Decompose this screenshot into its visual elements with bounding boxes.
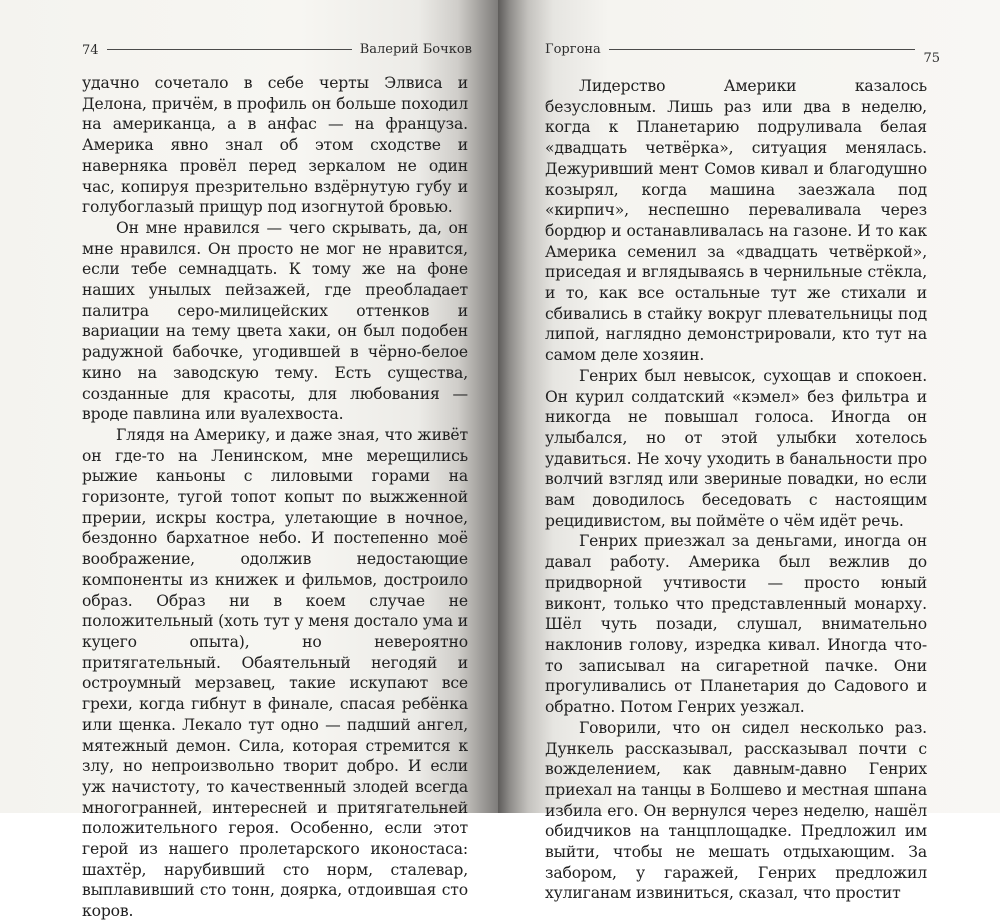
paragraph: Генрих приезжал за деньгами, иногда он давал работу. Америка был вежлив до придворной учтивости — просто юный виконт, только что представленный монарху. Шёл чуть позади, слушал, внимательно наклонив голову, изредка кивал. Иногда что-то записывал на сигаретной пачке. Они прогуливались от Планетария до Садового и обратно. Потом Генрих уезжал. [545, 532, 927, 717]
page-number-right: 75 [923, 50, 940, 66]
left-page-header [82, 38, 472, 60]
left-page-text [82, 73, 468, 922]
left-page [0, 0, 498, 921]
header-rule-right [609, 49, 916, 50]
running-head-title: Горгона [545, 41, 601, 57]
paragraph: Глядя на Америку, и даже зная, что живёт он где-то на Ленинском, мне мерещились рыжие каньоны с лиловыми горами на горизонте, тугой топот копыт по выжженной прерии, искры костра, улетающие в ночное, бездонно бархатное небо. И постепенно моё воображение, одолжив недостающие компоненты из книжек и фильмов, достроило образ. Образ ни в коем случае не положительный (хоть тут у меня достало ума и куцего опыта), но невероятно притягательный. Обаятельный негодяй и остроумный мерзавец, такие искупают все грехи, когда гибнут в финале, спасая ребёнка или щенка. Лекало тут одно — падший ангел, мятежный демон. Сила, которая стремится к злу, но непроизвольно творит добро. И если уж начистоту, то качественный злодей всегда многогранней, интересней и притягательней положительного героя. Особенно, если этот герой из нашего пролетарского иконостаса: шахтёр, нарубивший сто норм, сталевар, выплавивший сто тонн, доярка, отдоившая сто коров. [82, 425, 468, 921]
right-page-text [545, 76, 927, 904]
paragraph: Он мне нравился — чего скрывать, да, он мне нравился. Он просто не мог не нравится, если тебе семнадцать. К тому же на фоне наших унылых пейзажей, где преобладает палитра серо-милицейских оттенков и вариации на тему цвета хаки, он был подобен радужной бабочке, угодившей в чёрно-белое кино на заводскую тему. Есть существа, созданные для красоты, для любования — вроде павлина или вуалехвоста. [82, 218, 468, 424]
paragraph: Лидерство Америки казалось безусловным. Лишь раз или два в неделю, когда к Планетарию подруливала белая «двадцать четвёрка», ситуация менялась. Дежуривший мент Сомов кивал и благодушно козырял, когда машина заезжала под «кирпич», неспешно переваливала через бордюр и останавливалась на газоне. И то как Америка семенил за «двадцать четвёркой», приседая и вглядываясь в чернильные стёкла, и то, как все остальные тут же стихали и сбивались в стайку вокруг плевательницы под липой, наглядно демонстрировали, кто тут на самом деле хозяин. [545, 77, 927, 365]
header-rule-left [107, 49, 352, 50]
running-head-author: Валерий Бочков [359, 41, 472, 57]
right-page [498, 0, 1000, 903]
paragraph: Говорили, что он сидел несколько раз. Дункель рассказывал, рассказывал почти с вожделением, как давным-давно Генрих приехал на танцы в Болшево и местная шпана избила его. Он вернулся через неделю, нашёл обидчиков на танцплощадке. Предложил им выйти, чтобы не мешать отдыхающим. За забором, у гаражей, Генрих предложил хулиганам извиниться, сказал, что простит [545, 718, 927, 903]
paragraph: удачно сочетало в себе черты Элвиса и Делона, причём, в профиль он больше походил на американца, а в анфас — на француза. Америка явно знал об этом сходстве и наверняка провёл перед зеркалом не один час, копируя презрительно вздёрнутую губу и голубоглазый прищур под изогнутой бровью. [82, 74, 468, 217]
page-number-left: 74 [82, 42, 99, 58]
paragraph: Генрих был невысок, сухощав и спокоен. Он курил солдатский «кэмел» без фильтра и никогда не повышал голоса. Иногда он улыбался, но от этой улыбки хотелось удавиться. Не хочу уходить в банальности про волчий взгляд или звериные повадки, но если вам доводилось беседовать с настоящим рецидивистом, вы поймёте о чём идёт речь. [545, 366, 927, 530]
right-page-header [545, 38, 940, 66]
